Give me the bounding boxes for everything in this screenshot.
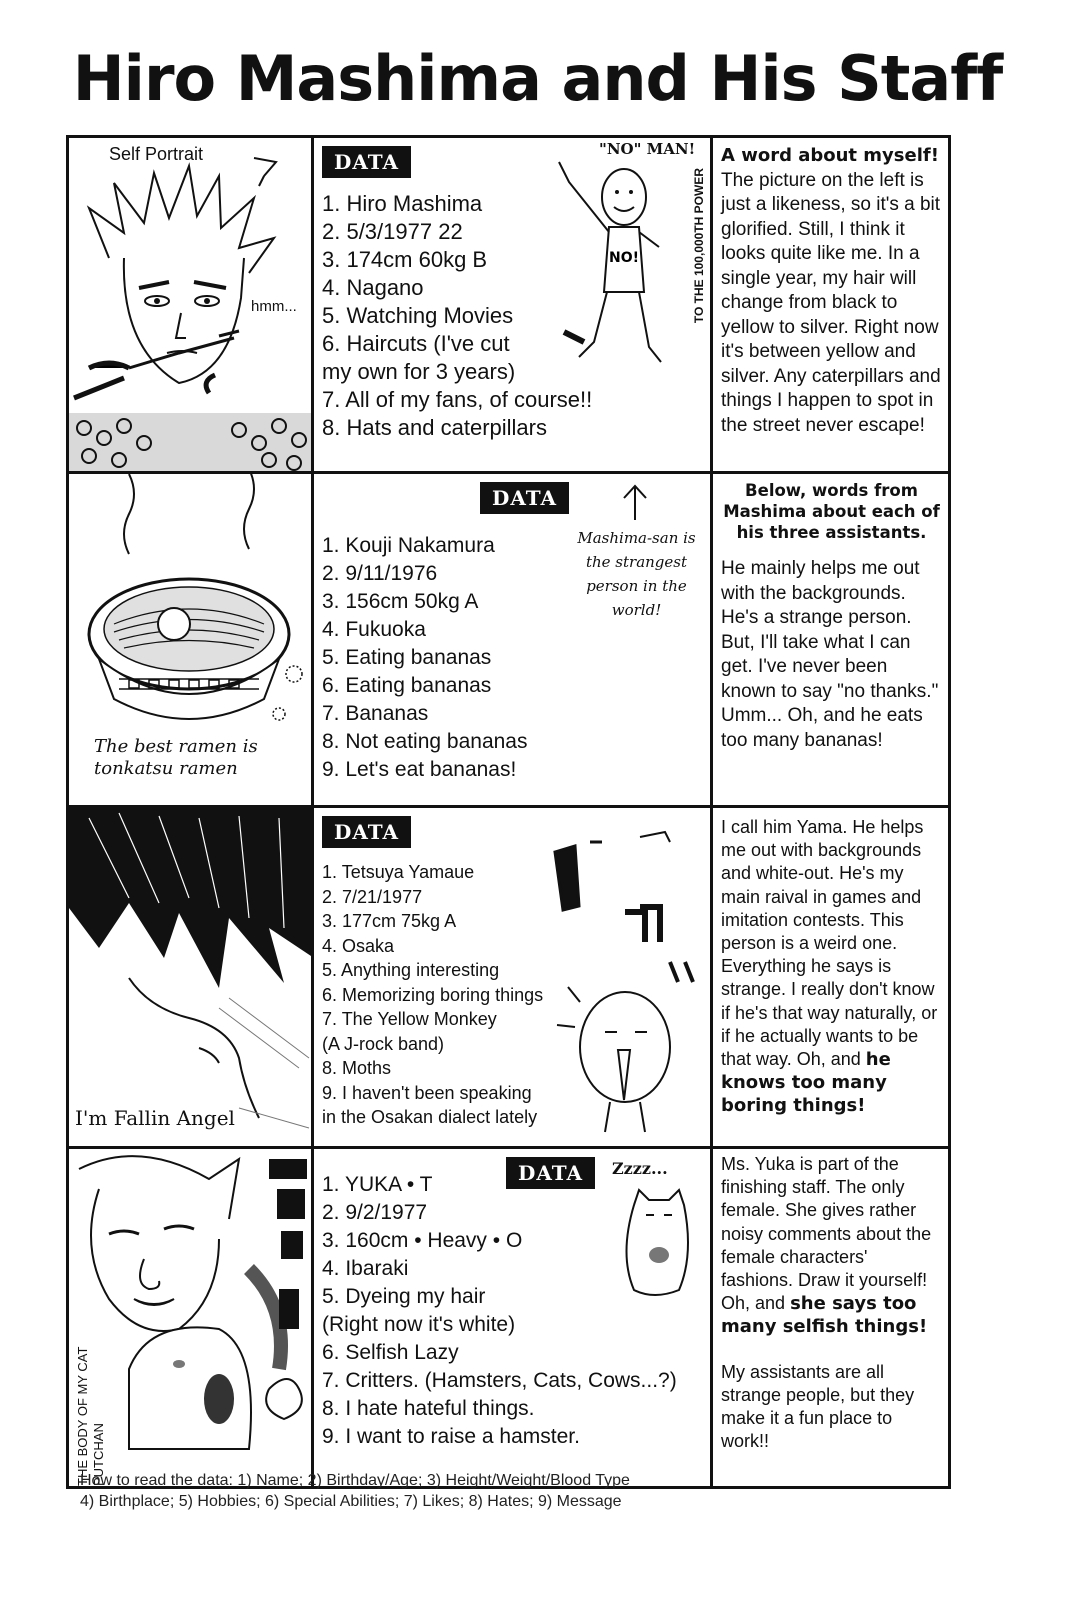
sleeping-note: Zzzz...: [612, 1159, 668, 1178]
words-heading: A word about myself!: [721, 145, 939, 166]
words-closing: My assistants are all strange people, but they make it a fun place to work!!: [721, 1361, 915, 1452]
data-line: 1. YUKA • T: [322, 1173, 433, 1196]
words-heading: Below, words from Mashima about each of his three assistants.: [723, 481, 940, 542]
cone-character-doodle: [550, 812, 710, 1142]
data-line: 5. Anything interesting: [322, 960, 500, 980]
data-line: 8. Moths: [322, 1058, 392, 1078]
data-line: (A J-rock band): [322, 1033, 445, 1054]
words-body-text: Ms. Yuka is part of the finishing staff. The only female. She gives rather noisy comments about the female characters' fashions. Draw it yourself! Oh, and: [721, 1154, 932, 1314]
data-legend: [80, 1470, 630, 1512]
data-line: 3. 160cm • Heavy • O: [322, 1229, 523, 1252]
data-line: 1. Tetsuya Yamaue: [322, 862, 475, 882]
data-line: 8. I hate hateful things.: [322, 1397, 535, 1420]
words-panel-nakamura: [713, 474, 948, 808]
words-bold: she says too many selfish things!: [721, 1293, 928, 1338]
data-line: 4. Ibaraki: [322, 1257, 409, 1280]
data-panel-nakamura: [314, 474, 713, 808]
data-line: 5. Dyeing my hair: [322, 1285, 486, 1308]
data-line: 6. Eating bananas: [322, 674, 492, 697]
data-line: 4. Nagano: [322, 275, 424, 300]
words-body-text: I call him Yama. He helps me out with backgrounds and white-out. He's my main raival in games and imitation contests. This person is a weird one. Everything he says is strange. I really don't know if he's that way naturally, or if he actually wants to be that way. Oh, and: [721, 817, 938, 1070]
strangest-note: Mashima-san is the strangest person in the world!: [577, 529, 696, 619]
data-line: (Right now it's white): [322, 1313, 516, 1336]
sleeping-cat-doodle: [624, 1185, 694, 1305]
data-line: 7. The Yellow Monkey: [322, 1009, 497, 1029]
data-line: 7. Bananas: [322, 702, 429, 725]
data-line: 5. Watching Movies: [322, 303, 514, 328]
side-vertical-text: TO THE 100,000TH POWER: [692, 168, 706, 324]
data-line: 3. 156cm 50kg A: [322, 590, 479, 613]
data-panel-yamaue: [314, 808, 713, 1149]
data-line: 1. Kouji Nakamura: [322, 534, 495, 557]
data-line: 3. 174cm 60kg B: [322, 247, 488, 272]
data-line: 2. 5/3/1977 22: [322, 219, 463, 244]
hmm-note: hmm...: [251, 298, 297, 315]
data-line: 4. Fukuoka: [322, 618, 426, 641]
svg-text:NO!: NO!: [609, 250, 640, 266]
words-panel-yamaue: [713, 808, 948, 1149]
data-line: 6. Memorizing boring things: [322, 984, 544, 1005]
data-line: 8. Hats and caterpillars: [322, 415, 547, 440]
self-portrait-panel: [69, 138, 314, 474]
angel-panel: [69, 808, 314, 1149]
words-bold: he knows too many boring things!: [721, 1049, 891, 1117]
data-list: [322, 860, 543, 1130]
data-line: 2. 9/11/1976: [322, 562, 438, 585]
words-text: [721, 816, 942, 1118]
data-line: 7. All of my fans, of course!!: [322, 387, 593, 412]
data-line: 4. Osaka: [322, 935, 395, 956]
data-line: 6. Haircuts (I've cut: [322, 331, 510, 356]
words-panel-myself: [713, 138, 948, 474]
angel-caption: I'm Fallin Angel: [75, 1106, 235, 1130]
data-badge: DATA: [480, 482, 569, 514]
angel-illustration: [69, 808, 314, 1149]
no-man-label: "NO" MAN!: [599, 140, 696, 158]
legend-line: 4) Birthplace; 5) Hobbies; 6) Special Abilities; 7) Likes; 8) Hates; 9) Message: [80, 1493, 622, 1510]
staff-grid: [66, 135, 951, 1489]
data-line: 9. Let's eat bananas!: [322, 758, 517, 781]
page-title: Hiro Mashima and His Staff: [72, 42, 1003, 115]
data-line: 2. 9/2/1977: [322, 1201, 428, 1224]
data-panel-yuka: [314, 1149, 713, 1486]
words-text: [721, 1153, 942, 1453]
data-line: 9. I haven't been speaking: [322, 1082, 532, 1103]
data-line: 5. Eating bananas: [322, 646, 492, 669]
data-badge: DATA: [506, 1157, 595, 1189]
words-body: [721, 816, 942, 1118]
words-body: [721, 1153, 942, 1339]
cat-caption: THE BODY OF MY CAT PUTCHAN: [75, 1346, 106, 1486]
ramen-panel: [69, 474, 314, 808]
data-panel-mashima: [314, 138, 713, 474]
up-arrow-icon: [620, 482, 650, 522]
data-line: 9. I want to raise a hamster.: [322, 1425, 580, 1448]
data-line: 1. Hiro Mashima: [322, 191, 483, 216]
data-line: 2. 7/21/1977: [322, 886, 423, 907]
data-line: in the Osakan dialect lately: [322, 1107, 538, 1127]
words-body: The picture on the left is just a likeness, so it's a bit glorified. Still, I think it looks quite like me. In a single year, my hair will change from black to yellow to silver. Right now it's between yellow and silver. Any caterpillars and things I happen to spot in the street never escape!: [721, 169, 941, 436]
words-text: [721, 480, 942, 753]
words-body: He mainly helps me out with the backgrounds. He's a strange person. But, I'll take what I can get. I've never been known to say "no thanks." Umm... Oh, and he eats too many bananas!: [721, 558, 939, 751]
data-list: [322, 532, 528, 784]
data-line: 7. Critters. (Hamsters, Cats, Cows...?): [322, 1369, 677, 1392]
data-line: 6. Selfish Lazy: [322, 1341, 459, 1364]
data-line: 3. 177cm 75kg A: [322, 911, 457, 931]
data-badge: DATA: [322, 146, 411, 178]
ramen-caption: The best ramen is tonkatsu ramen: [94, 736, 258, 779]
data-line: my own for 3 years): [322, 359, 516, 384]
data-line: 8. Not eating bananas: [322, 730, 528, 753]
no-man-doodle: [539, 152, 679, 382]
words-text: [721, 144, 942, 438]
words-panel-yuka: [713, 1149, 948, 1486]
cat-panel: [69, 1149, 314, 1486]
legend-line: How to read the data: 1) Name; 2) Birthday/Age; 3) Height/Weight/Blood Type: [80, 1472, 630, 1489]
data-badge: DATA: [322, 816, 411, 848]
art-caption: Self Portrait: [109, 144, 204, 164]
